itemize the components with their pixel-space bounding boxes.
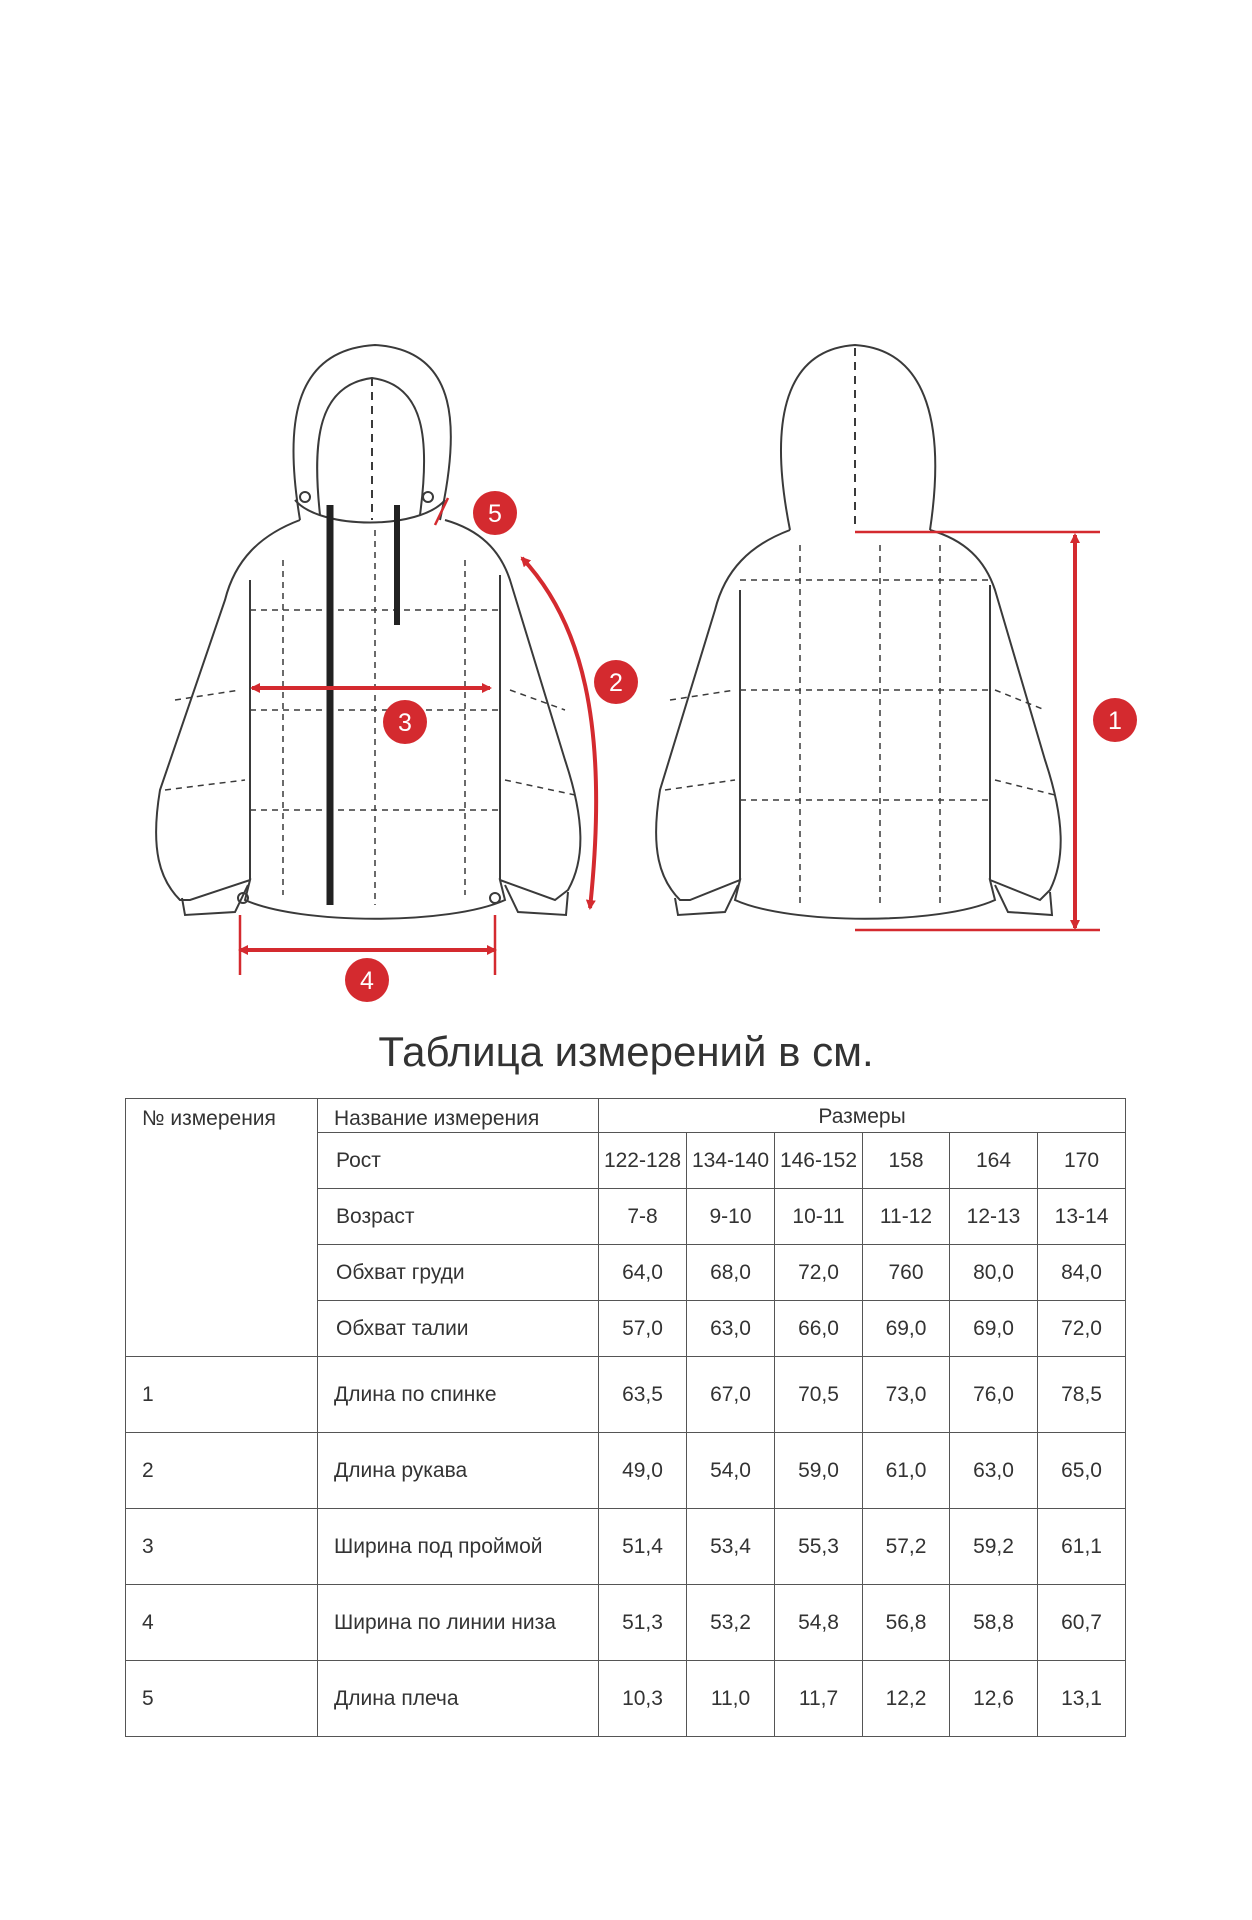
marker-3 [383, 700, 427, 744]
cell: 58,8 [950, 1585, 1038, 1661]
cell: 51,3 [599, 1585, 687, 1661]
cell: 11,7 [775, 1661, 863, 1737]
cell: 64,0 [599, 1245, 687, 1301]
svg-text:3: 3 [398, 709, 412, 737]
marker-4 [345, 958, 389, 1002]
cell: 66,0 [775, 1301, 863, 1357]
param-label: Рост [318, 1133, 599, 1189]
cell: 60,7 [1038, 1585, 1126, 1661]
param-label: Возраст [318, 1189, 599, 1245]
cell: 7-8 [599, 1189, 687, 1245]
measure-number: 2 [126, 1433, 318, 1509]
measure-row-5 [126, 1661, 1126, 1737]
svg-text:5: 5 [488, 500, 502, 528]
cell: 57,2 [863, 1509, 950, 1585]
cell: 146-152 [775, 1133, 863, 1189]
cell: 12-13 [950, 1189, 1038, 1245]
svg-text:2: 2 [609, 669, 623, 697]
cell: 57,0 [599, 1301, 687, 1357]
cell: 54,8 [775, 1585, 863, 1661]
measure-row-4 [126, 1585, 1126, 1661]
table-title: Таблица измерений в см. [378, 1028, 874, 1075]
cell: 80,0 [950, 1245, 1038, 1301]
cell: 11-12 [863, 1189, 950, 1245]
measure-label: Длина рукава [318, 1433, 599, 1509]
header-number: № измерения [126, 1099, 318, 1357]
measure-row-3 [126, 1509, 1126, 1585]
cell: 158 [863, 1133, 950, 1189]
jacket-front-drawing [156, 345, 580, 919]
measure-number: 3 [126, 1509, 318, 1585]
svg-text:1: 1 [1108, 707, 1122, 735]
cell: 69,0 [863, 1301, 950, 1357]
cell: 67,0 [687, 1357, 775, 1433]
header-sizes: Размеры [599, 1099, 1126, 1133]
measurement-arrows [240, 498, 1100, 975]
cell: 59,0 [775, 1433, 863, 1509]
cell: 164 [950, 1133, 1038, 1189]
cell: 49,0 [599, 1433, 687, 1509]
cell: 61,1 [1038, 1509, 1126, 1585]
cell: 84,0 [1038, 1245, 1126, 1301]
cell: 69,0 [950, 1301, 1038, 1357]
cell: 72,0 [775, 1245, 863, 1301]
cell: 9-10 [687, 1189, 775, 1245]
cell: 12,2 [863, 1661, 950, 1737]
cell: 170 [1038, 1133, 1126, 1189]
cell: 59,2 [950, 1509, 1038, 1585]
svg-text:4: 4 [360, 967, 374, 995]
cell: 54,0 [687, 1433, 775, 1509]
cell: 122-128 [599, 1133, 687, 1189]
header-name: Название измерения [318, 1099, 599, 1133]
cell: 10-11 [775, 1189, 863, 1245]
measure-number: 5 [126, 1661, 318, 1737]
cell: 73,0 [863, 1357, 950, 1433]
cell: 76,0 [950, 1357, 1038, 1433]
cell: 53,4 [687, 1509, 775, 1585]
cell: 63,0 [687, 1301, 775, 1357]
measure-number: 4 [126, 1585, 318, 1661]
cell: 12,6 [950, 1661, 1038, 1737]
cell: 78,5 [1038, 1357, 1126, 1433]
cell: 55,3 [775, 1509, 863, 1585]
cell: 11,0 [687, 1661, 775, 1737]
cell: 72,0 [1038, 1301, 1126, 1357]
cell: 63,5 [599, 1357, 687, 1433]
cell: 134-140 [687, 1133, 775, 1189]
cell: 56,8 [863, 1585, 950, 1661]
cell: 13,1 [1038, 1661, 1126, 1737]
marker-5 [473, 491, 517, 535]
cell: 63,0 [950, 1433, 1038, 1509]
marker-1 [1093, 698, 1137, 742]
measure-label: Ширина по линии низа [318, 1585, 599, 1661]
jacket-back-drawing [656, 345, 1061, 919]
param-label: Обхват груди [318, 1245, 599, 1301]
measure-label: Длина плеча [318, 1661, 599, 1737]
measure-row-2 [126, 1433, 1126, 1509]
measure-row-1 [126, 1357, 1126, 1433]
measure-number: 1 [126, 1357, 318, 1433]
param-label: Обхват талии [318, 1301, 599, 1357]
cell: 10,3 [599, 1661, 687, 1737]
cell: 61,0 [863, 1433, 950, 1509]
cell: 51,4 [599, 1509, 687, 1585]
size-table [125, 1098, 1126, 1737]
cell: 53,2 [687, 1585, 775, 1661]
cell: 65,0 [1038, 1433, 1126, 1509]
marker-2 [594, 660, 638, 704]
measure-label: Длина по спинке [318, 1357, 599, 1433]
measure-label: Ширина под проймой [318, 1509, 599, 1585]
cell: 70,5 [775, 1357, 863, 1433]
cell: 13-14 [1038, 1189, 1126, 1245]
cell: 68,0 [687, 1245, 775, 1301]
cell: 760 [863, 1245, 950, 1301]
